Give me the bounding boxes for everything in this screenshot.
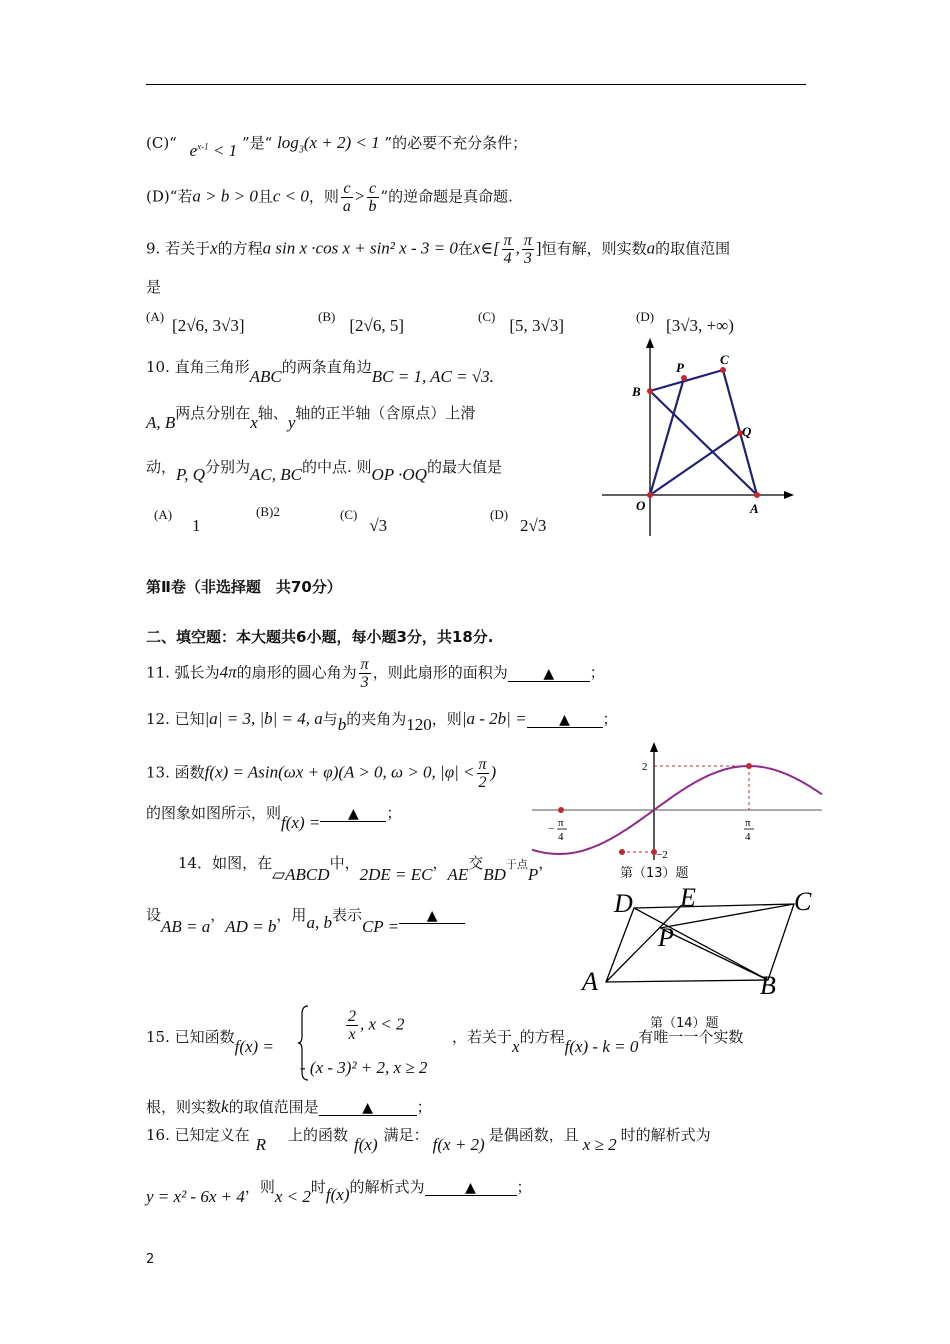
q13-stem-2: 的图象如图所示，则f(x) = ▲ ； bbox=[146, 804, 402, 832]
fig10-label-a: A bbox=[750, 501, 759, 516]
q10-stem-3: 动，P, Q分别为AC, BC的中点. 则OP ·OQ的最大值是 bbox=[146, 458, 502, 484]
q16-stem-2: y = x² - 6x + 4，则x < 2时f(x)的解析式为 ▲ ； bbox=[146, 1178, 532, 1206]
q10-stem-2: A, B两点分别在x轴、y轴的正半轴（含原点）上滑 bbox=[146, 404, 476, 432]
q12: 12. 已知|a| = 3, |b| = 4, a与b的夹角为120，则|a - 2b| = ▲ ； bbox=[146, 709, 618, 734]
fig10-label-o: O bbox=[636, 498, 646, 513]
q16-stem: 16. 已知定义在 R 上的函数 f(x) 满足： f(x + 2) 是偶函数，且 x ≥ 2 时的解析式为 bbox=[146, 1126, 711, 1154]
q8-option-c: (C)“ $e^{x-1} < 1$ ”是“ $\log_3(x + 2) < 1$ ”的必要不充分条件； bbox=[146, 133, 528, 160]
fig10-label-q: Q bbox=[742, 424, 752, 439]
q14-figure bbox=[576, 882, 826, 994]
fig14-label-b: B bbox=[760, 971, 776, 994]
q13-stem: 13. 函数f(x) = Asin(ωx + φ)(A > 0, ω > 0, |φ| < $\frac{\pi}{2}$ ) bbox=[146, 756, 497, 791]
q13-caption: 第（13）题 bbox=[620, 866, 689, 881]
q15-piece1: $\frac{2}{x}$ , x < 2 bbox=[348, 1008, 405, 1043]
q9-stem-cont: 是 bbox=[146, 278, 162, 296]
q13-graph bbox=[530, 740, 826, 862]
q13-x-left-num: π bbox=[558, 817, 564, 829]
q13-x-left-den: 4 bbox=[558, 831, 564, 843]
q15-stem: 15. 已知函数f(x) = bbox=[146, 1028, 274, 1056]
fig14-label-a: A bbox=[582, 967, 598, 994]
section-2-title: 第Ⅱ卷（非选择题 共70分） bbox=[146, 578, 342, 596]
q10-option-b: (B)2 bbox=[256, 504, 280, 519]
q14-caption: 第（14）题 bbox=[650, 1016, 719, 1031]
q13-x-right-den: 4 bbox=[745, 831, 751, 843]
q11-answer-blank[interactable]: ▲ bbox=[508, 664, 590, 682]
q9-stem: 9. 若关于x的方程a sin x ·cos x + sin² x - 3 = 0在x∈[ $\frac{\pi}{4}$ , $\frac{\pi}{3}$ ]恒有解，则实数a的取值范围 bbox=[146, 232, 731, 267]
page-number: 2 bbox=[146, 1252, 155, 1267]
q9-option-c: (C) [5, 3√3] bbox=[478, 309, 564, 335]
fig10-label-p: P bbox=[676, 360, 684, 375]
fig14-label-e: E bbox=[680, 883, 696, 912]
q11: 11. 弧长为4π的扇形的圆心角为 $\frac{\pi}{3}$ ，则此扇形的面积为 ▲ ； bbox=[146, 656, 605, 691]
q14-stem: 14．如图，在▱ABCD中，2DE = EC，AE交BD于点P， bbox=[178, 854, 554, 884]
header-rule bbox=[146, 84, 806, 85]
q16-answer-blank[interactable]: ▲ bbox=[425, 1178, 517, 1196]
q9-option-b: (B) [2√6, 5] bbox=[318, 309, 404, 335]
q10-figure bbox=[598, 336, 798, 542]
q13-x-right-num: π bbox=[745, 817, 751, 829]
q10-option-c: (C)√3 bbox=[340, 507, 388, 535]
fig14-label-d: D bbox=[614, 889, 633, 918]
q10-option-a: (A)1 bbox=[154, 507, 201, 535]
q12-answer-blank[interactable]: ▲ bbox=[527, 710, 603, 728]
q13-y-max-label: 2 bbox=[642, 761, 648, 773]
q10-stem-1: 10. 直角三角形ABC的两条直角边BC = 1, AC = √3. bbox=[146, 358, 494, 386]
q15-answer-blank[interactable]: ▲ bbox=[319, 1098, 417, 1116]
q14-answer-blank[interactable]: ▲ bbox=[399, 906, 465, 924]
q15-stem-c: 根，则实数k的取值范围是 ▲ ； bbox=[146, 1097, 432, 1116]
q9-option-a: (A) [2√6, 3√3] bbox=[146, 309, 245, 335]
fig10-label-b: B bbox=[632, 384, 641, 399]
q9-option-d: (D) [3√3, +∞) bbox=[636, 309, 734, 335]
q15-piece2: - (x - 3)² + 2, x ≥ 2 bbox=[300, 1058, 428, 1077]
part-2-title: 二、填空题：本大题共6小题，每小题3分，共18分. bbox=[146, 628, 494, 646]
q13-x-left-sign: − bbox=[548, 823, 555, 835]
fig14-label-c: C bbox=[794, 887, 812, 916]
q13-y-min-label: −2 bbox=[656, 849, 668, 861]
fig14-label-p: P bbox=[658, 923, 674, 952]
q14-stem-2: 设AB = a，AD = b，用a, b表示CP =▲ bbox=[146, 904, 465, 925]
q10-option-d: (D)2√3 bbox=[490, 507, 547, 535]
fig10-label-c: C bbox=[720, 352, 729, 367]
q8-option-d: (D)“若a > b > 0且c < 0，则 $\frac{c}{a}$ > $\frac{c}{b}$ ”的逆命题是真命题. bbox=[146, 180, 513, 215]
q15-stem-b: ，若关于x的方程f(x) - k = 0有唯一一个实数 bbox=[452, 1028, 744, 1056]
q13-answer-blank[interactable]: ▲ bbox=[320, 804, 386, 822]
